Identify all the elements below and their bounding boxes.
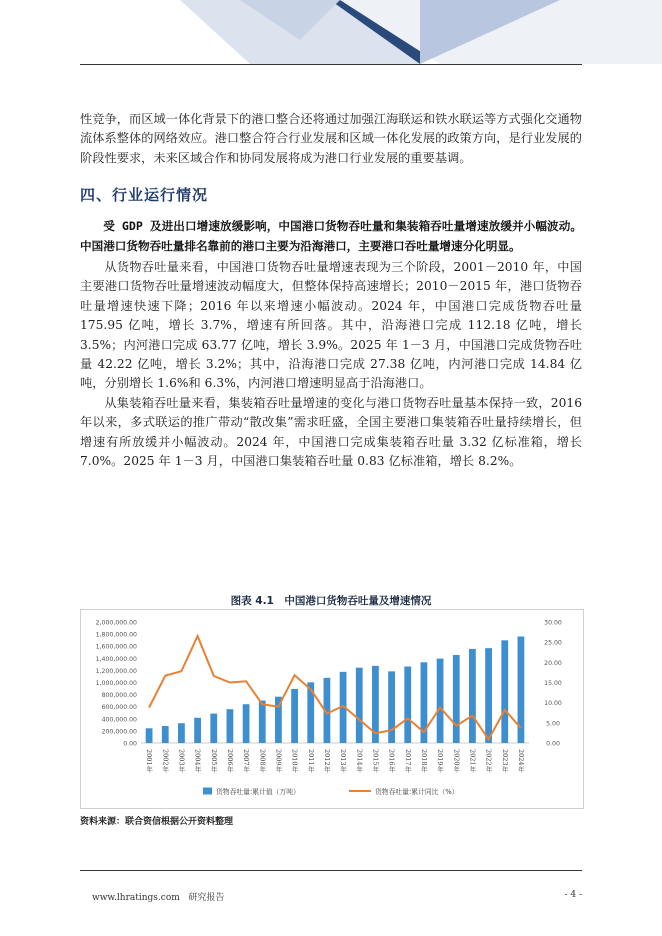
- y-right-tick-label: 30.00: [544, 619, 562, 627]
- x-tick-label: 2015年: [371, 749, 380, 773]
- section-title: 四、行业运行情况: [80, 186, 209, 205]
- y-right-tick-label: 25.00: [544, 639, 562, 647]
- page-number: - 4 -: [564, 890, 582, 900]
- bar: [162, 726, 169, 743]
- bar: [178, 723, 185, 743]
- cargo-throughput-chart: [81, 610, 583, 808]
- bar: [146, 728, 153, 743]
- legend-bar-label: 货物吞吐量:累计值（万吨）: [216, 788, 300, 796]
- continuation-paragraph: 性竞争，而区域一体化背景下的港口整合还将通过加强江海联运和铁水联运等方式强化交通物流体系整体的网络效应。港口整合符合行业发展和区域一体化发展的政策方向，是行业发展的阶段性要求，未来区域合作和协同发展将成为港口行业发展的重要基调。: [80, 112, 582, 165]
- chart-container: [80, 609, 584, 809]
- x-tick-label: 2024年: [516, 749, 525, 773]
- bar: [194, 718, 201, 743]
- y-left-tick-label: 1,400,000.00: [95, 655, 137, 663]
- y-left-tick-label: 1,000,000.00: [95, 680, 137, 687]
- summary-paragraph: 受 GDP 及进出口增速放缓影响，中国港口货物吞吐量和集装箱吞吐量增速放缓并小幅波动。中国港口货物吞吐量排名靠前的港口主要为沿海港口，主要港口吞吐量增速分化明显。: [80, 219, 582, 253]
- x-tick-label: 2022年: [484, 749, 493, 773]
- paragraph-cargo: 从货物吞吐量来看，中国港口货物吞吐量增速表现为三个阶段，2001－2010 年，中国主要港口货物吞吐量增速波动幅度大，但整体保持高速增长；2010－2015 年，港口货物吞吐量增速快速下降；2016 年以来增速小幅波动。2024 年，中国港口完成货物吞吐量 175.95 亿吨，增长 3.7%，增速有所回落。其中，沿海港口完成 112.18 亿吨，增长 3.5%；内河港口完成 63.77 亿吨，增长 3.9%。2025 年 1－3 月，中国港口完成货物吞吐量 42.22 亿吨，增长 3.2%；其中，沿海港口完成 27.38 亿吨，内河港口完成 14.84 亿吨，分别增长 1.6%和 6.3%，内河港口增速明显高于沿海港口。: [80, 260, 582, 391]
- footer-report-label: 研究报告: [188, 893, 225, 903]
- x-tick-label: 2010年: [290, 749, 299, 773]
- bar: [453, 655, 460, 743]
- y-right-tick-label: 5.00: [546, 720, 560, 728]
- x-tick-label: 2008年: [258, 749, 267, 773]
- bar: [356, 668, 363, 743]
- bar: [227, 709, 234, 743]
- y-left-tick-label: 400,000.00: [101, 716, 137, 724]
- y-left-tick-label: 1,800,000.00: [95, 631, 137, 639]
- y-left-tick-label: 0.00: [123, 740, 137, 748]
- bar: [210, 714, 217, 743]
- y-left-tick-label: 600,000.00: [101, 704, 137, 712]
- y-left-tick-label: 200,000.00: [101, 728, 137, 736]
- x-tick-label: 2014年: [355, 749, 364, 773]
- x-tick-label: 2021年: [468, 749, 477, 773]
- bar: [469, 649, 476, 743]
- y-right-tick-label: 15.00: [544, 680, 562, 687]
- header-rule: [80, 64, 582, 65]
- y-left-tick-label: 2,000,000.00: [95, 619, 137, 627]
- growth-line: [149, 636, 521, 739]
- x-tick-label: 2005年: [209, 749, 218, 773]
- y-right-tick-label: 10.00: [544, 700, 562, 708]
- legend-line-label: 货物吞吐量:累计同比（%）: [375, 788, 459, 796]
- document-body: [80, 110, 582, 472]
- bar: [404, 666, 411, 743]
- x-tick-label: 2001年: [145, 749, 154, 773]
- footer-website: www.lhratings.com: [92, 893, 180, 903]
- bar: [485, 648, 492, 743]
- footer-rule: [80, 870, 582, 871]
- source-note: 资料来源：联合资信根据公开资料整理: [80, 817, 234, 827]
- x-tick-label: 2003年: [177, 749, 186, 773]
- y-right-tick-label: 0.00: [546, 740, 560, 748]
- y-left-tick-label: 1,600,000.00: [95, 643, 137, 651]
- x-tick-label: 2013年: [339, 749, 348, 773]
- x-tick-label: 2020年: [452, 749, 461, 773]
- bar: [259, 701, 266, 743]
- x-tick-label: 2018年: [419, 749, 428, 773]
- x-tick-label: 2019年: [436, 749, 445, 773]
- chart-title: 图表 4.1 中国港口货物吞吐量及增速情况: [230, 595, 432, 607]
- paragraph-container: 从集装箱吞吐量来看，集装箱吞吐量增速的变化与港口货物吞吐量基本保持一致，2016 年以来，多式联运的推广带动“散改集”需求旺盛，全国主要港口集装箱吞吐量持续增长，但增速有所放缓并小幅波动。2024 年，中国港口完成集装箱吞吐量 3.32 亿标准箱，增长 7.0%。2025 年 1－3 月，中国港口集装箱吞吐量 0.83 亿标准箱，增长 8.2%。: [80, 395, 582, 469]
- x-tick-label: 2007年: [242, 749, 251, 773]
- x-tick-label: 2023年: [500, 749, 509, 773]
- bar: [291, 689, 298, 743]
- bar: [388, 671, 395, 743]
- y-right-tick-label: 20.00: [544, 659, 562, 667]
- header-decoration: [0, 0, 662, 64]
- bar: [501, 640, 508, 743]
- x-tick-label: 2002年: [161, 749, 170, 773]
- x-tick-label: 2006年: [225, 749, 234, 773]
- x-tick-label: 2004年: [193, 749, 202, 773]
- x-tick-label: 2009年: [274, 749, 283, 773]
- y-left-tick-label: 800,000.00: [101, 692, 137, 700]
- x-tick-label: 2016年: [387, 749, 396, 773]
- x-tick-label: 2011年: [306, 749, 315, 773]
- legend-bar-swatch: [203, 788, 212, 795]
- x-tick-label: 2017年: [403, 749, 412, 773]
- bar: [243, 704, 250, 743]
- x-tick-label: 2012年: [322, 749, 331, 773]
- bar: [437, 659, 444, 743]
- footer-left: [92, 890, 224, 903]
- y-left-tick-label: 1,200,000.00: [95, 667, 137, 675]
